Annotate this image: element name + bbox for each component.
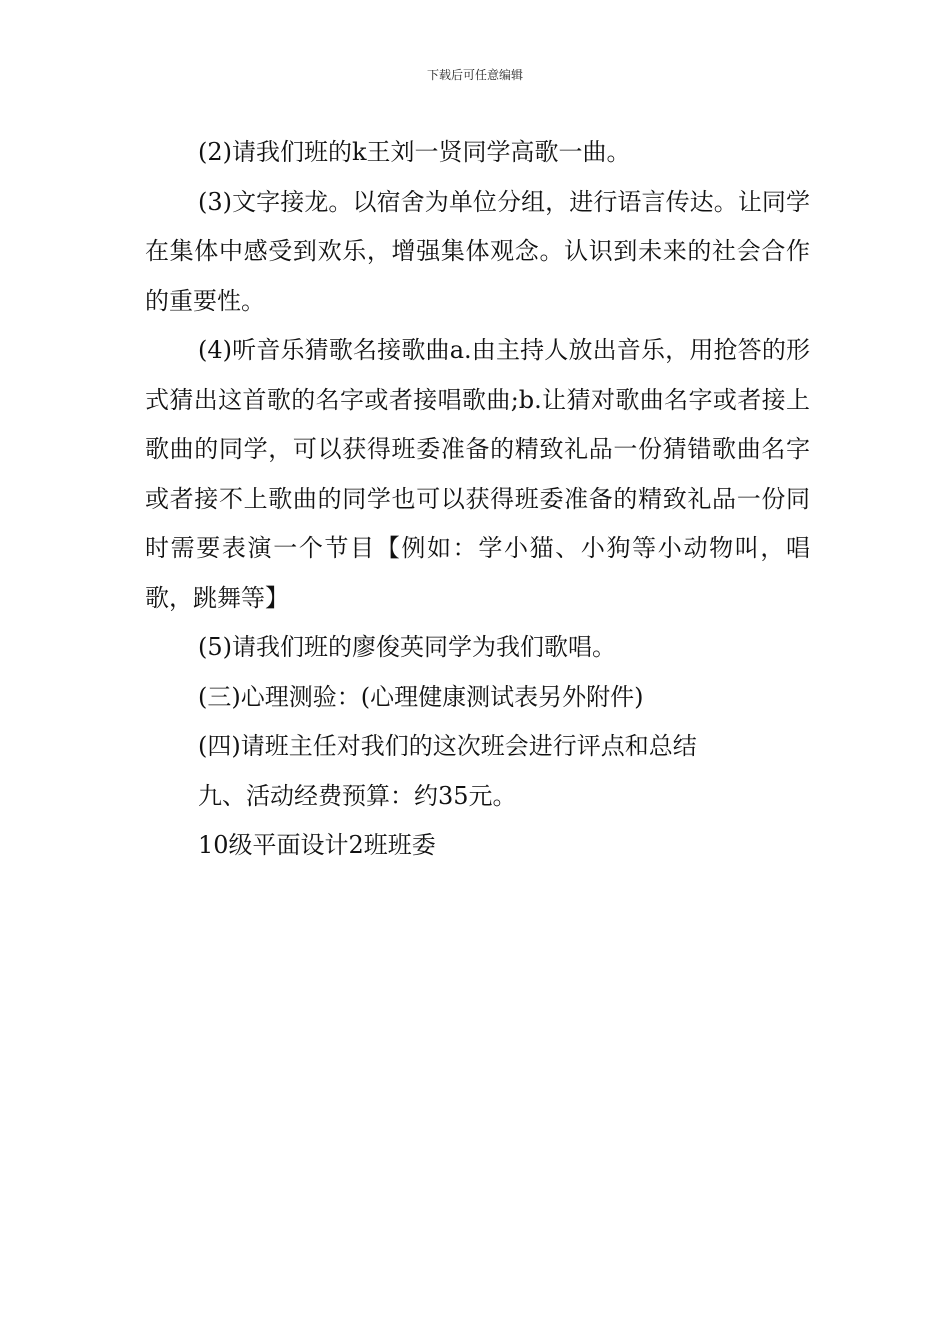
paragraph-section-4: (四)请班主任对我们的这次班会进行评点和总结 — [198, 732, 697, 760]
page-header: 下载后可任意编辑 — [426, 68, 523, 82]
paragraph-signature: 10级平面设计2班班委 — [198, 831, 436, 859]
document-body — [145, 128, 810, 871]
paragraph-section-3: (三)心理测验：(心理健康测试表另外附件) — [198, 682, 644, 711]
paragraph-item-2: (2)请我们班的k王刘一贤同学高歌一曲。 — [198, 138, 631, 166]
paragraph-item-5: (5)请我们班的廖俊英同学为我们歌唱。 — [198, 633, 616, 661]
paragraph-item-4: (4)听音乐猜歌名接歌曲a.由主持人放出音乐，用抢答的形式猜出这首歌的名字或者接唱歌曲;b.让猜对歌曲名字或者接上歌曲的同学，可以获得班委准备的精致礼品一份猜错歌曲名字或者接不上歌曲的同学也可以获得班委准备的精致礼品一份同时需要表演一个节目【例如：学小猫、小狗等小动物叫，唱歌，跳舞等】 — [145, 336, 810, 612]
paragraph-budget: 九、活动经费预算：约35元。 — [198, 781, 517, 810]
paragraph-item-3: (3)文字接龙。以宿舍为单位分组，进行语言传达。让同学在集体中感受到欢乐，增强集体观念。认识到未来的社会合作的重要性。 — [145, 187, 810, 315]
